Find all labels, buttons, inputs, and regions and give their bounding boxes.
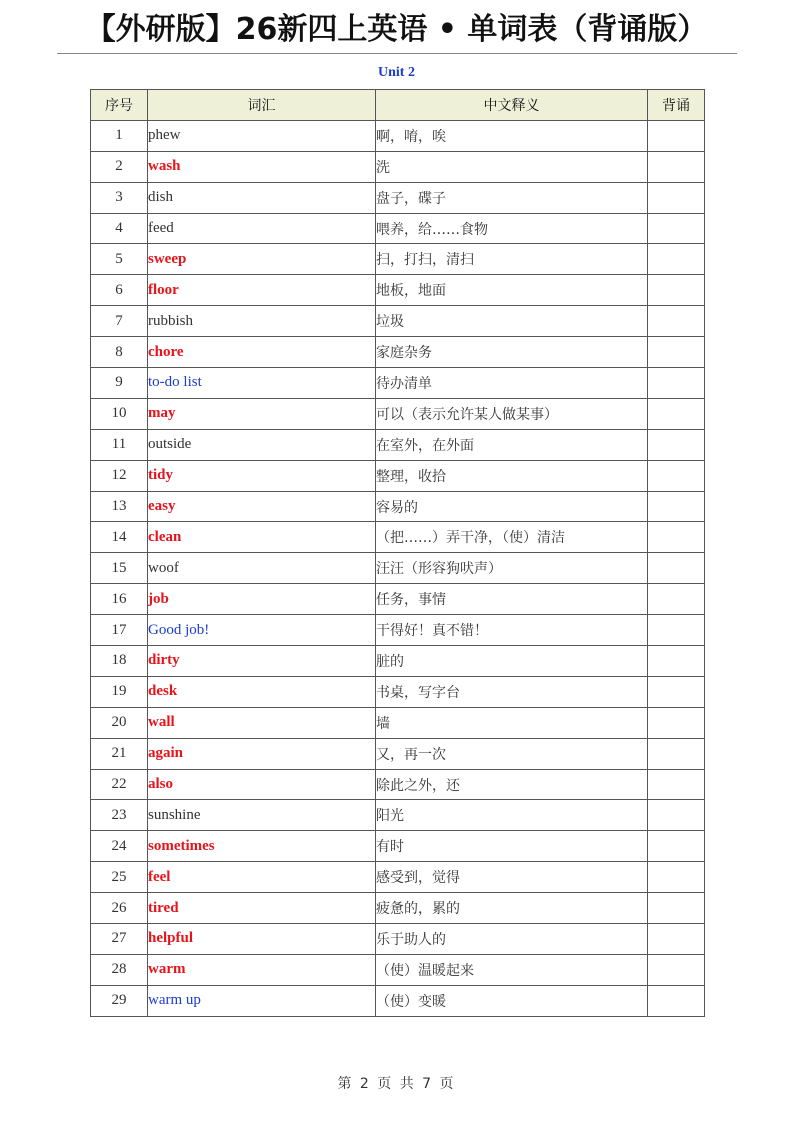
row-number: 7	[91, 306, 148, 337]
chinese-meaning: 任务，事情	[376, 584, 648, 615]
recite-checkbox-cell	[648, 306, 705, 337]
vocab-word: tired	[148, 893, 376, 924]
table-row	[91, 120, 705, 151]
table-row	[91, 800, 705, 831]
row-number: 14	[91, 522, 148, 553]
recite-checkbox-cell	[648, 707, 705, 738]
row-number: 27	[91, 924, 148, 955]
chinese-meaning: （把……）弄干净，（使）清洁	[376, 522, 648, 553]
recite-checkbox-cell	[648, 924, 705, 955]
chinese-meaning: 有时	[376, 831, 648, 862]
vocab-word: clean	[148, 522, 376, 553]
chinese-meaning: 除此之外，还	[376, 769, 648, 800]
recite-checkbox-cell	[648, 862, 705, 893]
table-row	[91, 646, 705, 677]
chinese-meaning: 感受到，觉得	[376, 862, 648, 893]
recite-checkbox-cell	[648, 584, 705, 615]
recite-checkbox-cell	[648, 275, 705, 306]
vocab-word: wash	[148, 151, 376, 182]
recite-checkbox-cell	[648, 182, 705, 213]
row-number: 20	[91, 707, 148, 738]
recite-checkbox-cell	[648, 398, 705, 429]
vocab-word: dirty	[148, 646, 376, 677]
recite-checkbox-cell	[648, 676, 705, 707]
chinese-meaning: （使）变暖	[376, 985, 648, 1016]
row-number: 3	[91, 182, 148, 213]
row-number: 23	[91, 800, 148, 831]
chinese-meaning: 扫，打扫，清扫	[376, 244, 648, 275]
chinese-meaning: 汪汪（形容狗吠声）	[376, 553, 648, 584]
recite-checkbox-cell	[648, 491, 705, 522]
recite-checkbox-cell	[648, 337, 705, 368]
recite-checkbox-cell	[648, 368, 705, 399]
chinese-meaning: 洗	[376, 151, 648, 182]
chinese-meaning: （使）温暖起来	[376, 954, 648, 985]
table-row	[91, 615, 705, 646]
row-number: 4	[91, 213, 148, 244]
vocab-word: job	[148, 584, 376, 615]
table-row	[91, 306, 705, 337]
vocab-word: phew	[148, 120, 376, 151]
table-row	[91, 924, 705, 955]
recite-checkbox-cell	[648, 151, 705, 182]
row-number: 9	[91, 368, 148, 399]
row-number: 13	[91, 491, 148, 522]
table-row	[91, 460, 705, 491]
table-row	[91, 769, 705, 800]
recite-checkbox-cell	[648, 120, 705, 151]
row-number: 21	[91, 738, 148, 769]
chinese-meaning: 书桌，写字台	[376, 676, 648, 707]
vocab-word: easy	[148, 491, 376, 522]
vocab-word: to-do list	[148, 368, 376, 399]
recite-checkbox-cell	[648, 213, 705, 244]
chinese-meaning: 待办清单	[376, 368, 648, 399]
vocab-word: tidy	[148, 460, 376, 491]
recite-checkbox-cell	[648, 553, 705, 584]
row-number: 6	[91, 275, 148, 306]
chinese-meaning: 整理，收拾	[376, 460, 648, 491]
row-number: 17	[91, 615, 148, 646]
vocab-word: outside	[148, 429, 376, 460]
row-number: 18	[91, 646, 148, 677]
recite-checkbox-cell	[648, 893, 705, 924]
table-row	[91, 151, 705, 182]
vocab-word: floor	[148, 275, 376, 306]
vocab-word: woof	[148, 553, 376, 584]
table-row	[91, 985, 705, 1016]
row-number: 16	[91, 584, 148, 615]
chinese-meaning: 喂养，给……食物	[376, 213, 648, 244]
table-row	[91, 893, 705, 924]
column-header-recite: 背诵	[648, 90, 705, 121]
table-header-row	[91, 90, 705, 121]
vocabulary-table	[90, 89, 705, 1017]
recite-checkbox-cell	[648, 615, 705, 646]
table-row	[91, 584, 705, 615]
chinese-meaning: 疲惫的，累的	[376, 893, 648, 924]
recite-checkbox-cell	[648, 522, 705, 553]
vocab-word: helpful	[148, 924, 376, 955]
chinese-meaning: 地板，地面	[376, 275, 648, 306]
row-number: 15	[91, 553, 148, 584]
recite-checkbox-cell	[648, 460, 705, 491]
row-number: 29	[91, 985, 148, 1016]
vocab-word: also	[148, 769, 376, 800]
title-divider	[57, 53, 737, 54]
vocab-word: sweep	[148, 244, 376, 275]
row-number: 19	[91, 676, 148, 707]
row-number: 11	[91, 429, 148, 460]
chinese-meaning: 垃圾	[376, 306, 648, 337]
recite-checkbox-cell	[648, 429, 705, 460]
vocab-word: Good job!	[148, 615, 376, 646]
row-number: 26	[91, 893, 148, 924]
chinese-meaning: 盘子，碟子	[376, 182, 648, 213]
vocab-word: chore	[148, 337, 376, 368]
row-number: 28	[91, 954, 148, 985]
table-row	[91, 738, 705, 769]
recite-checkbox-cell	[648, 985, 705, 1016]
recite-checkbox-cell	[648, 244, 705, 275]
row-number: 12	[91, 460, 148, 491]
vocab-word: feed	[148, 213, 376, 244]
row-number: 1	[91, 120, 148, 151]
vocab-word: wall	[148, 707, 376, 738]
column-header-meaning: 中文释义	[376, 90, 648, 121]
table-row	[91, 676, 705, 707]
table-row	[91, 491, 705, 522]
unit-heading: Unit 2	[378, 65, 415, 80]
table-row	[91, 522, 705, 553]
vocab-word: warm up	[148, 985, 376, 1016]
row-number: 22	[91, 769, 148, 800]
chinese-meaning: 脏的	[376, 646, 648, 677]
chinese-meaning: 在室外，在外面	[376, 429, 648, 460]
table-row	[91, 862, 705, 893]
vocab-word: again	[148, 738, 376, 769]
column-header-word: 词汇	[148, 90, 376, 121]
table-row	[91, 429, 705, 460]
vocab-word: warm	[148, 954, 376, 985]
page-title: 【外研版】26新四上英语 • 单词表（背诵版）	[85, 12, 708, 47]
table-row	[91, 553, 705, 584]
vocab-word: feel	[148, 862, 376, 893]
row-number: 2	[91, 151, 148, 182]
recite-checkbox-cell	[648, 738, 705, 769]
chinese-meaning: 容易的	[376, 491, 648, 522]
table-row	[91, 213, 705, 244]
table-row	[91, 337, 705, 368]
row-number: 24	[91, 831, 148, 862]
table-row	[91, 707, 705, 738]
table-row	[91, 831, 705, 862]
table-row	[91, 398, 705, 429]
recite-checkbox-cell	[648, 800, 705, 831]
chinese-meaning: 可以（表示允许某人做某事）	[376, 398, 648, 429]
chinese-meaning: 墙	[376, 707, 648, 738]
table-row	[91, 244, 705, 275]
chinese-meaning: 家庭杂务	[376, 337, 648, 368]
row-number: 10	[91, 398, 148, 429]
vocab-word: sometimes	[148, 831, 376, 862]
vocab-word: desk	[148, 676, 376, 707]
chinese-meaning: 干得好！真不错！	[376, 615, 648, 646]
chinese-meaning: 乐于助人的	[376, 924, 648, 955]
table-row	[91, 182, 705, 213]
vocabulary-table-body	[91, 120, 705, 1016]
vocab-word: sunshine	[148, 800, 376, 831]
row-number: 25	[91, 862, 148, 893]
chinese-meaning: 阳光	[376, 800, 648, 831]
recite-checkbox-cell	[648, 954, 705, 985]
recite-checkbox-cell	[648, 769, 705, 800]
row-number: 8	[91, 337, 148, 368]
recite-checkbox-cell	[648, 831, 705, 862]
row-number: 5	[91, 244, 148, 275]
column-header-number: 序号	[91, 90, 148, 121]
chinese-meaning: 啊，唷，唉	[376, 120, 648, 151]
vocab-word: dish	[148, 182, 376, 213]
vocab-word: may	[148, 398, 376, 429]
table-row	[91, 954, 705, 985]
vocab-word: rubbish	[148, 306, 376, 337]
chinese-meaning: 又，再一次	[376, 738, 648, 769]
table-row	[91, 368, 705, 399]
recite-checkbox-cell	[648, 646, 705, 677]
page-number-footer: 第 2 页 共 7 页	[337, 1076, 456, 1092]
table-row	[91, 275, 705, 306]
